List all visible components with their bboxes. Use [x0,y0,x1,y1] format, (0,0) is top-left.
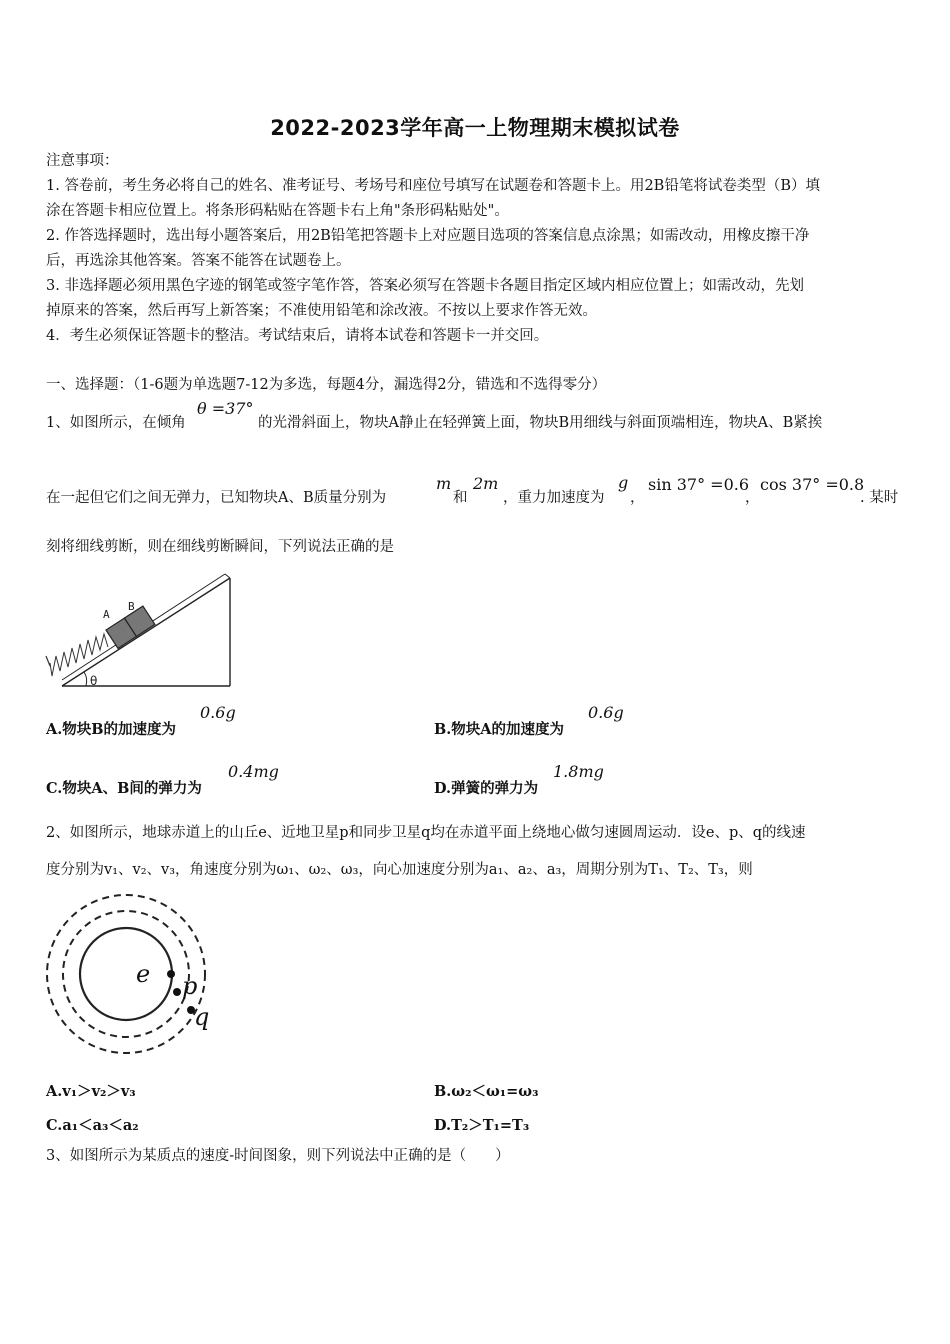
q1-option-a [46,718,176,739]
label-theta: θ [90,674,98,688]
q1-cos: cos 37° =0.8 [760,475,865,494]
q1-mass-2m: 2m [473,474,499,493]
q1-line3: 刻将细线剪断，则在细线剪断瞬间，下列说法正确的是 [46,539,394,555]
section-heading: 一、选择题：（1-6题为单选题7-12为多选，每题4分，漏选得2分，错选和不选得零分） [46,377,607,393]
notice-line: 后，再选涂其他答案。答案不能答在试题卷上。 [46,253,351,269]
notice-line: 2. 作答选择题时，选出每小题答案后，用2B铅笔把答题卡上对应题目选项的答案信息点涂黑；如需改动，用橡皮擦干净 [46,228,810,244]
q1-and: 和 [453,490,468,506]
q1-option-b-text: B.物块A的加速度为 [434,721,565,738]
orbit-figure [44,886,224,1058]
label-q: q [194,1003,210,1031]
q1-option-d-math: 1.8mg [553,762,604,781]
label-a: A [103,608,110,621]
q1-theta: θ =37° [197,399,254,418]
q1-line2-end: . 某时 [860,490,899,506]
q1-option-d-text: D.弹簧的弹力为 [434,780,539,797]
q2-option-a [46,1080,136,1101]
q1-option-b-math: 0.6g [588,703,624,722]
q2-option-d-text: D.T₂＞T₁=T₃ [434,1117,530,1134]
label-e: e [136,960,151,988]
q1-option-c-math: 0.4mg [228,762,279,781]
q1-option-a-math: 0.6g [200,703,236,722]
q2-option-c [46,1114,139,1135]
label-b: B [128,600,135,613]
q1-sin: sin 37° =0.6 [648,475,750,494]
q1-option-d [434,777,538,798]
notice-heading: 注意事项： [46,153,119,169]
q1-g: g [618,473,629,492]
q1-line2a: 在一起但它们之间无弹力，已知物块A、B质量分别为 [46,490,387,506]
notice-line: 4．考生必须保证答题卡的整洁。考试结束后，请将本试卷和答题卡一并交回。 [46,328,549,344]
q1-option-a-text: A.物块B的加速度为 [46,721,177,738]
q3-line1: 3、如图所示为某质点的速度-时间图象，则下列说法中正确的是（ ） [46,1148,510,1164]
q2-line2: 度分别为v₁、v₂、v₃，角速度分别为ω₁、ω₂、ω₃，向心加速度分别为a₁、a₂、a₃，周期分别为T₁、T₂、T₃，则 [46,862,753,878]
q2-line1: 2、如图所示，地球赤道上的山丘e、近地卫星p和同步卫星q均在赤道平面上绕地心做匀速圆周运动．设e、p、q的线速 [46,825,806,841]
notice-line: 1. 答卷前，考生务必将自己的姓名、准考证号、考场号和座位号填写在试题卷和答题卡上。用2B铅笔将试卷类型（B）填 [46,178,820,194]
q1-option-c [46,777,202,798]
q1-comma: ， [630,490,645,506]
incline-figure [40,568,240,693]
q1-mass-m: m [436,474,452,493]
q1-comma: ， [745,490,760,506]
notice-line: 3. 非选择题必须用黑色字迹的钢笔或签字笔作答，答案必须写在答题卡各题目指定区域内相应位置上；如需改动，先划 [46,278,804,294]
q2-option-a-text: A.v₁＞v₂＞v₃ [46,1083,136,1100]
q1-line1b: 的光滑斜面上，物块A静止在轻弹簧上面，物块B用细线与斜面顶端相连，物块A、B紧挨 [258,415,823,431]
notice-line: 掉原来的答案，然后再写上新答案；不准使用铅笔和涂改液。不按以上要求作答无效。 [46,303,597,319]
q1-option-c-text: C.物块A、B间的弹力为 [46,780,202,797]
q1-line1a: 1、如图所示，在倾角 [46,415,186,431]
q2-option-b [434,1080,538,1101]
q2-option-b-text: B.ω₂＜ω₁=ω₃ [434,1083,539,1100]
q1-line2b: ，重力加速度为 [503,490,605,506]
label-p: p [182,972,198,1000]
q2-option-c-text: C.a₁＜a₃＜a₂ [46,1117,139,1134]
notice-line: 涂在答题卡相应位置上。将条形码粘贴在答题卡右上角"条形码粘贴处"。 [46,203,509,219]
q2-option-d [434,1114,529,1135]
page-title: 2022-2023学年高一上物理期末模拟试卷 [270,116,680,140]
q1-option-b [434,718,564,739]
